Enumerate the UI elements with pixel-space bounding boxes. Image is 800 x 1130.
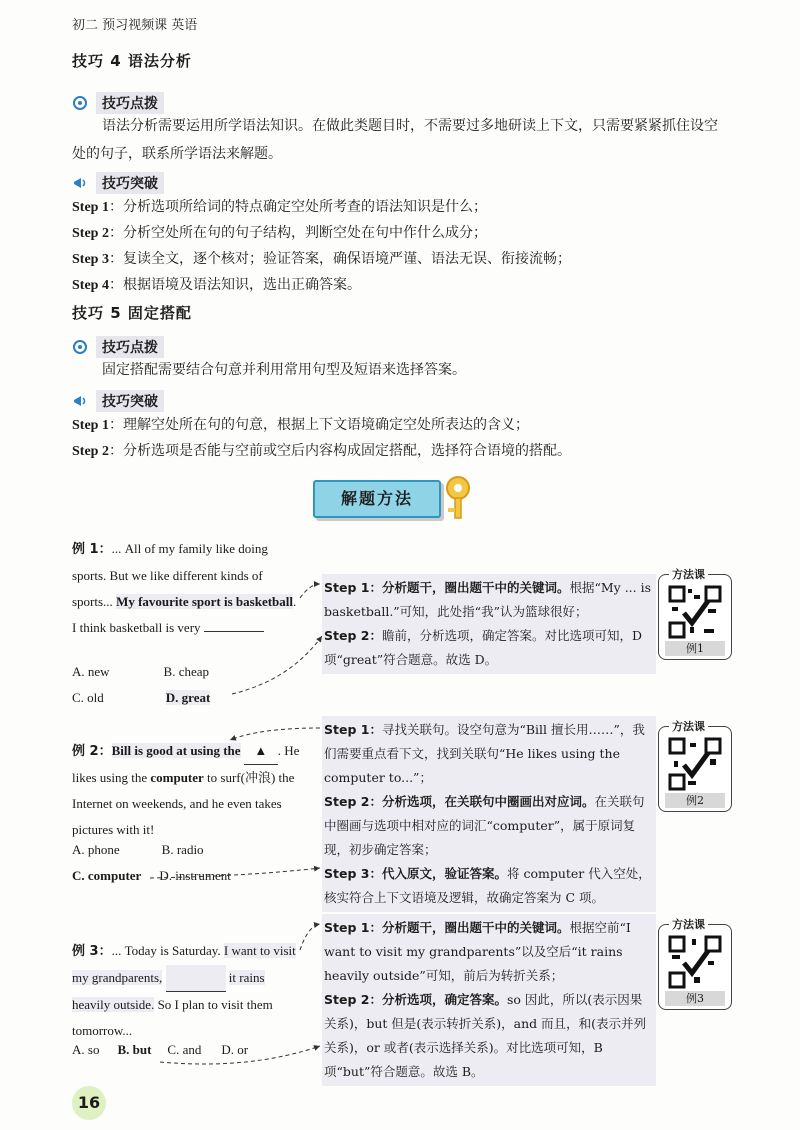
tip4-point-label: 技巧点拨 — [96, 92, 164, 114]
tip4-break-label: 技巧突破 — [96, 172, 164, 194]
running-header: 初二 预习视频课 英语 — [72, 18, 198, 33]
tip5-title: 技巧 5 固定搭配 — [72, 304, 192, 322]
tip5-point-text: 固定搭配需要结合句意并利用常用句型及短语来选择答案。 — [102, 362, 466, 378]
tip5-break-label: 技巧突破 — [96, 390, 164, 412]
tip5-step: Step 2：分析选项是否能与空前或空后内容构成固定搭配，选择符合语境的搭配。 — [72, 443, 571, 459]
example-3-options: A. so B. but C. and D. or — [72, 1042, 249, 1057]
example-2-options: C. computer D. instrument — [72, 868, 231, 883]
example-1-text: 例 1：... All of my family like doing sports. But we like different kinds of sports... My favourite sport is basketball. I think basketball is very — [72, 541, 297, 635]
tip4-step: Step 4：根据语境及语法知识，选出正确答案。 — [72, 277, 361, 293]
tip4-step: Step 2：分析空处所在句的句子结构，判断空处在句中作什么成分； — [72, 225, 487, 241]
tip4-point-text: 语法分析需要运用所学语法知识。在做此类题目时，不需要过多地研读上下文，只需要紧紧抓住设空处的句子，联系所学语法来解题。 — [72, 118, 718, 162]
example-1-options: C. old D. great — [72, 690, 211, 705]
tip4-step: Step 1：分析选项所给词的特点确定空处所考查的语法知识是什么； — [72, 199, 487, 215]
tip4-title: 技巧 4 语法分析 — [72, 52, 192, 70]
example-2-steps: Step 1：寻找关联句。设空句意为“Bill 擅长用……”，我们需要重点看下文，找到关联句“He likes using the computer to...”； Step 2：分析选项，在关联句中圈画出对应词。在关联句中圈画与选项中相对应的词汇“computer”，属于原词复现，初步确定答案； Step 3：代入原文，验证答案。将 computer 代入空处，核实符合上下文语境及逻辑，故确定答案为 C 项。 — [322, 716, 656, 912]
qr-card-3[interactable]: 方法课 例3 — [658, 924, 732, 1010]
example-1-options: A. new B. cheap — [72, 664, 210, 679]
example-3-text: 例 3：... Today is Saturday. I want to visit my grandparents, it rains heavily outside. So I plan to visit them tomorrow... — [72, 943, 296, 1038]
page-number: 16 — [72, 1086, 106, 1120]
example-1-keyword: My favourite sport is basketball — [116, 594, 294, 609]
qr-card-2[interactable]: 方法课 例2 — [658, 726, 732, 812]
example-1-steps: Step 1：分析题干，圈出题干中的关键词。根据“My ... is basketball.”可知，此处指“我”认为篮球很好； Step 2：瞻前，分析选项，确定答案。对比选项可知，D项“great”符合题意。故选 D。 — [322, 574, 656, 674]
qr-card-1[interactable]: 方法课 例1 — [658, 574, 732, 660]
tip4-step: Step 3：复读全文，逐个核对；验证答案，确保语境严谨、语法无误、衔接流畅； — [72, 251, 571, 267]
example-2-text: 例 2：Bill is good at using the ▲ . He likes using the computer to surf(冲浪) the Internet on weekends, and he even takes pictures with it! — [72, 738, 300, 843]
methods-banner: 解题方法 — [313, 480, 441, 518]
tip5-step: Step 1：理解空处所在句的句意，根据上下文语境确定空处所表达的含义； — [72, 417, 529, 433]
example-3-steps: Step 1：分析题干，圈出题干中的关键词。根据空前“I want to visit my grandparents”以及空后“it rains heavily outside”可知，前后为转折关系； Step 2：分析选项，确定答案。so 因此，所以(表示因果关系)，but 但是(表示转折关系)，and 而且，和(表示并列关系)，or 或者(表示选择关系)。对比选项可知，B 项“but”符合题意。故选 B。 — [322, 914, 656, 1086]
example-2-options: A. phone B. radio — [72, 842, 204, 857]
tip5-point-label: 技巧点拨 — [96, 336, 164, 358]
